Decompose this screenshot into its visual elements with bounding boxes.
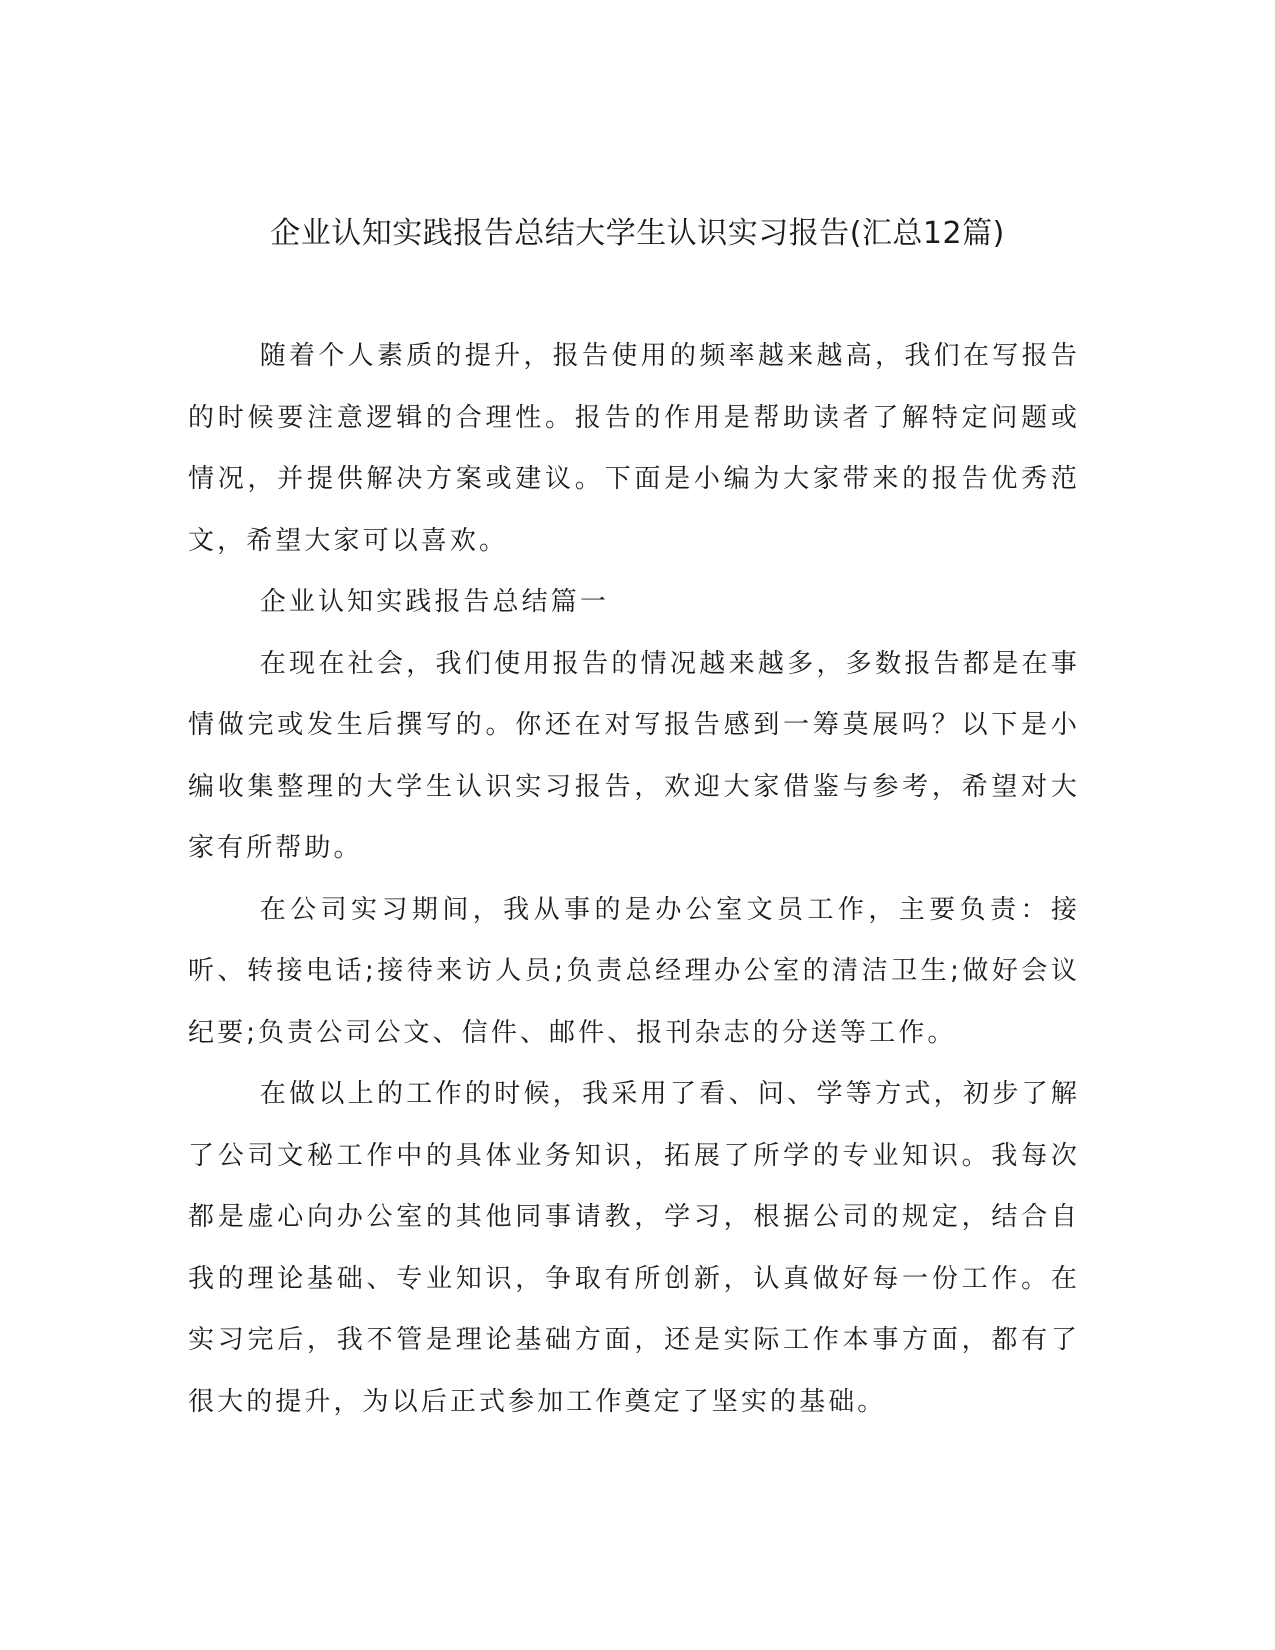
document-body [188, 326, 1080, 1433]
section-heading: 企业认知实践报告总结篇一 [259, 587, 609, 617]
body-paragraph: 在做以上的工作的时候，我采用了看、问、学等方式，初步了解了公司文秘工作中的具体业务知识，拓展了所学的专业知识。我每次都是虚心向办公室的其他同事请教，学习，根据公司的规定，结合自我的理论基础、专业知识，争取有所创新，认真做好每一份工作。在实习完后，我不管是理论基础方面，还是实际工作本事方面，都有了很大的提升，为以后正式参加工作奠定了坚实的基础。 [188, 1079, 1080, 1417]
body-paragraph: 在公司实习期间，我从事的是办公室文员工作，主要负责：接听、转接电话;接待来访人员;负责总经理办公室的清洁卫生;做好会议纪要;负责公司公文、信件、邮件、报刊杂志的分送等工作。 [188, 894, 1080, 1048]
intro-paragraph: 随着个人素质的提升，报告使用的频率越来越高，我们在写报告的时候要注意逻辑的合理性。报告的作用是帮助读者了解特定问题或情况，并提供解决方案或建议。下面是小编为大家带来的报告优秀范文，希望大家可以喜欢。 [188, 341, 1080, 556]
document-title: 企业认知实践报告总结大学生认识实习报告(汇总12篇) [270, 216, 1005, 251]
body-paragraph: 在现在社会，我们使用报告的情况越来越多，多数报告都是在事情做完或发生后撰写的。你还在对写报告感到一筹莫展吗？以下是小编收集整理的大学生认识实习报告，欢迎大家借鉴与参考，希望对大家有所帮助。 [188, 648, 1080, 863]
